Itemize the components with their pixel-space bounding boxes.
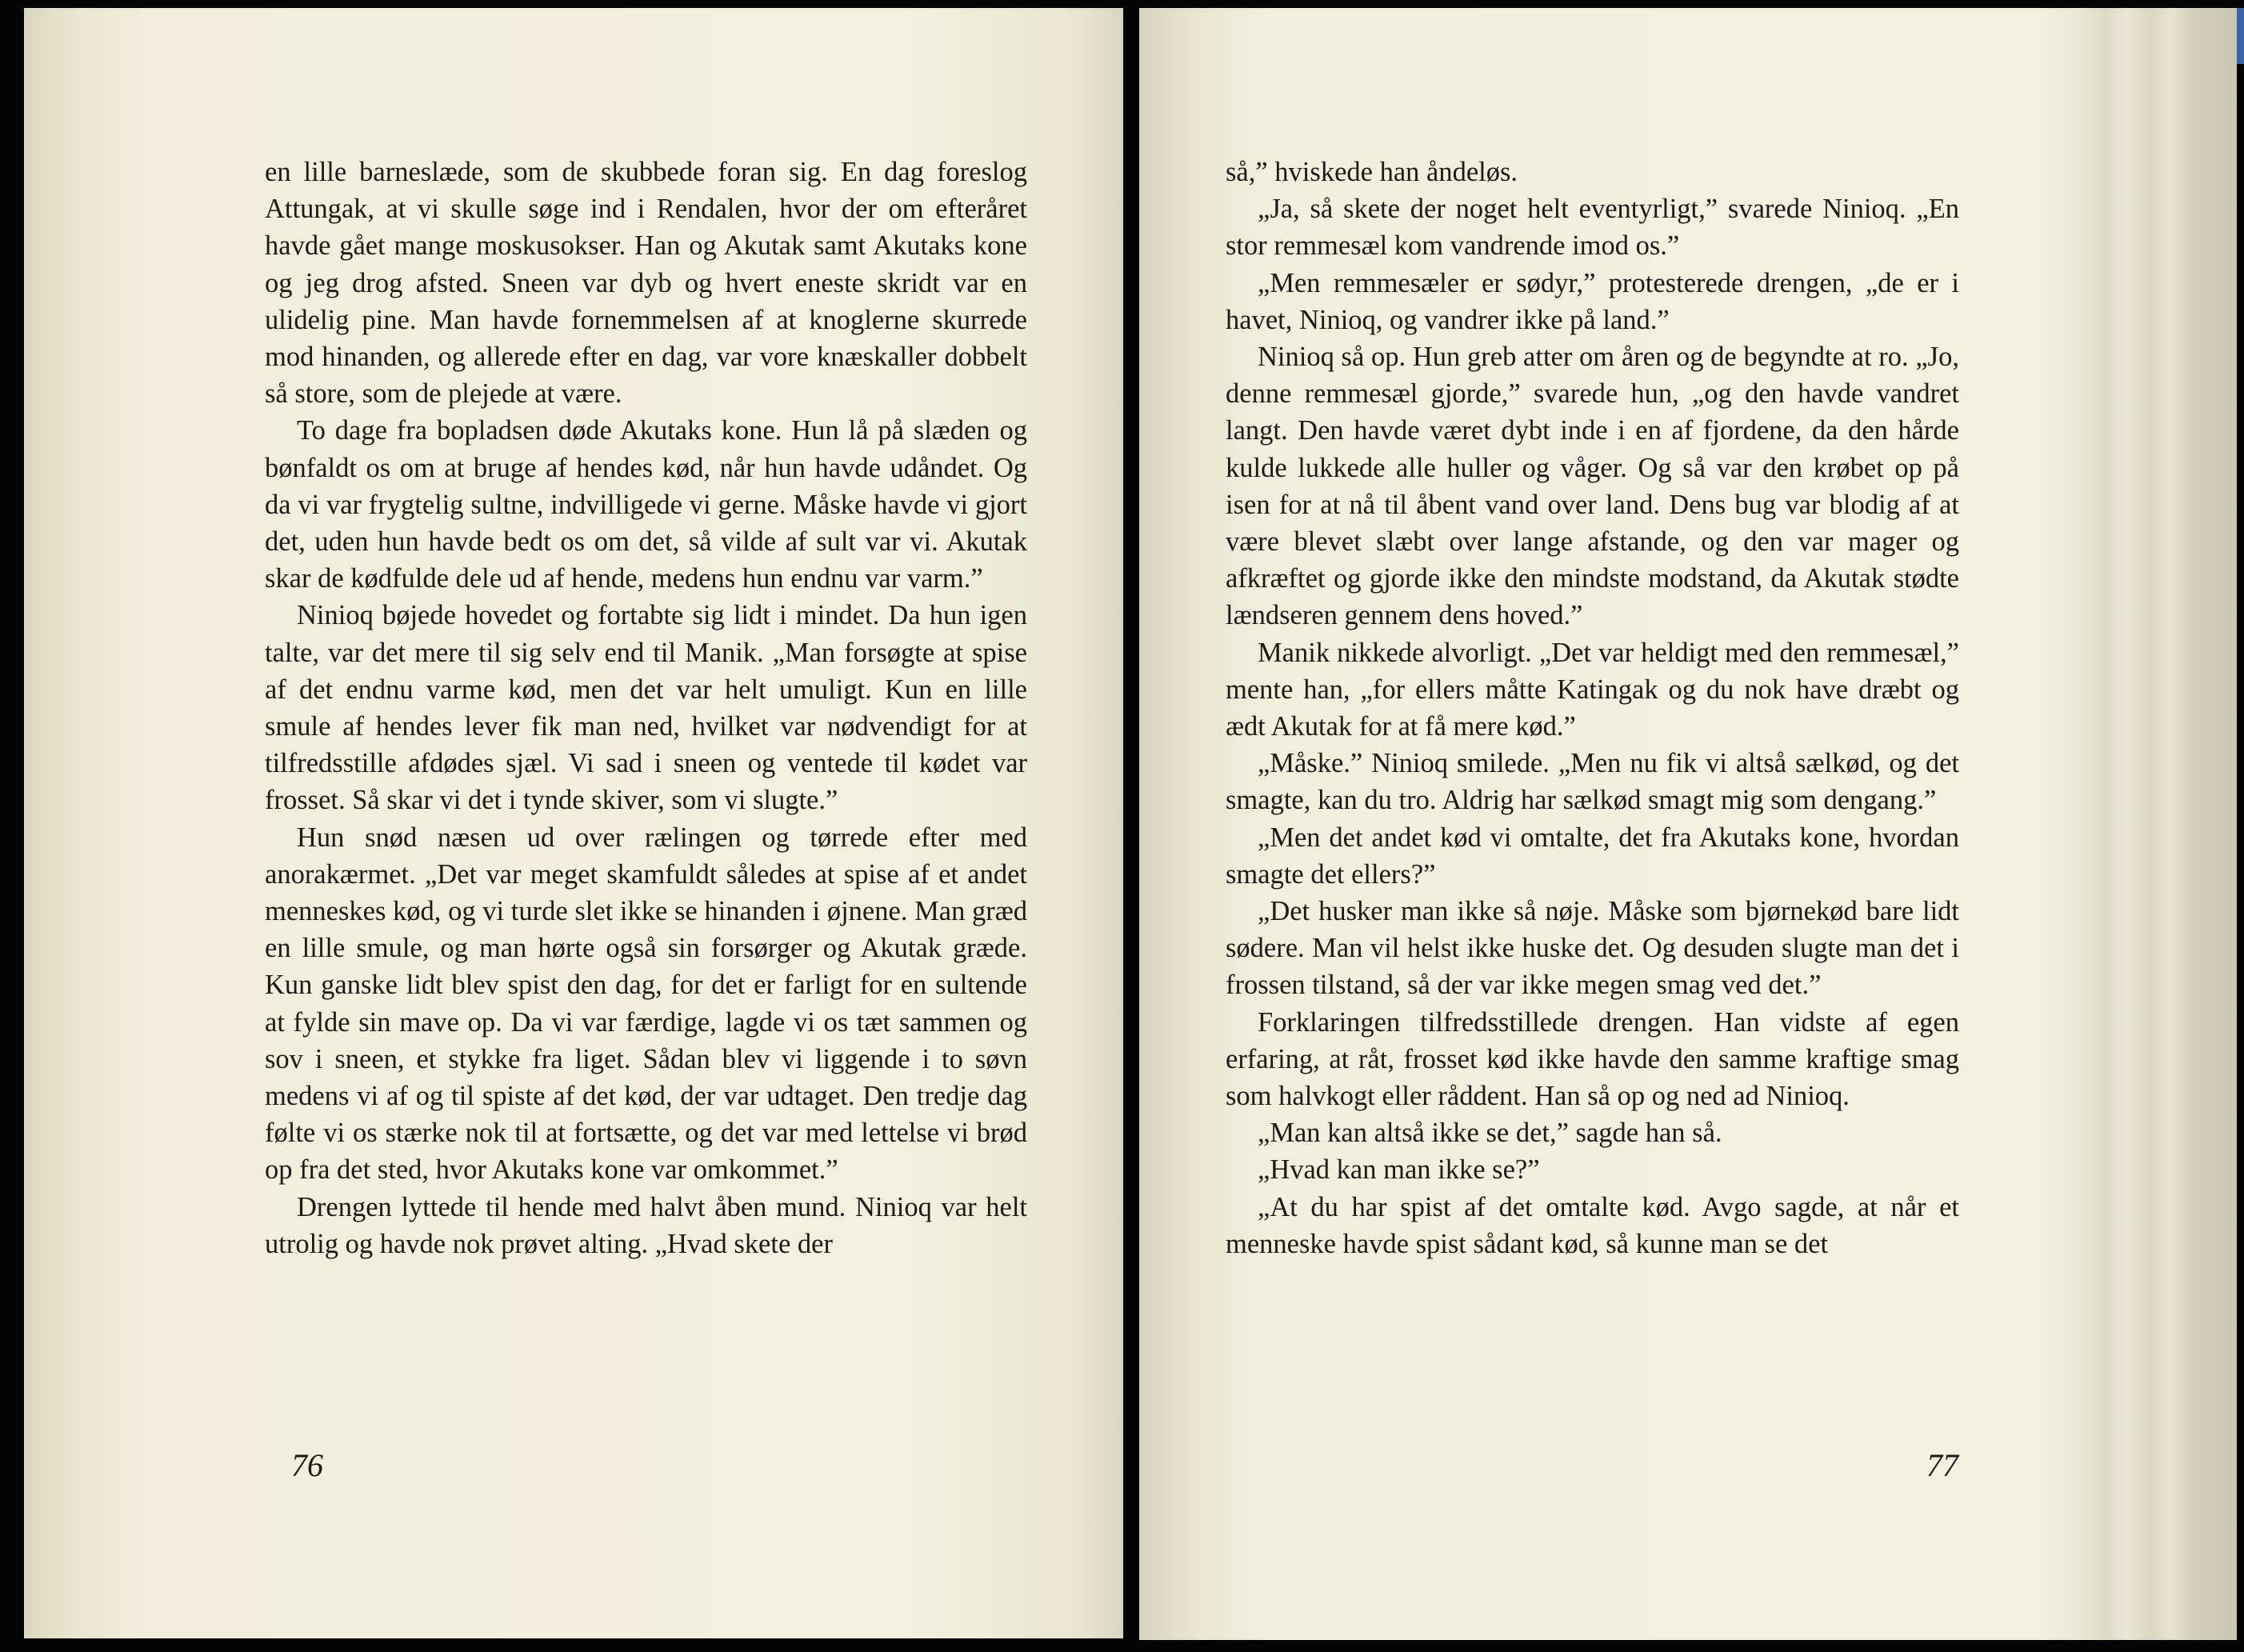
paragraph: Ninioq så op. Hun greb atter om åren og de begyndte at ro. „Jo, denne remmesæl gjorde,” svarede hun, „og den havde vandret langt. Den havde været dybt inde i en af fjordene, da den hårde kulde lukkede alle huller og våger. Og så var den krøbet op på isen for at nå til åbent vand over land. Dens bug var blodig af at være blevet slæbt over lange afstande, og den var mager og afkræftet og gjorde ikke den mindste modstand, da Akutak stødte lændseren gennem dens hoved.”: [1226, 342, 1959, 631]
paragraph: „At du har spist af det omtalte kød. Avgo sagde, at når et menneske havde spist sådant kød, så kunne man se det: [1226, 1191, 1959, 1259]
left-page-text: [265, 154, 1027, 1262]
paragraph: To dage fra bopladsen døde Akutaks kone. Hun lå på slæden og bønfaldt os om at bruge af hendes kød, når hun havde udåndet. Og da vi var frygtelig sultne, indvilligede vi gerne. Måske havde vi gjort det, uden hun havde bedt os om det, så vilde af sult var vi. Akutak skar de kødfulde dele ud af hende, medens hun endnu var varm.”: [265, 415, 1027, 594]
paragraph: „Måske.” Ninioq smilede. „Men nu fik vi altså sælkød, og det smagte, kan du tro. Aldrig har sælkød smagt mig som dengang.”: [1226, 748, 1959, 816]
paragraph: „Men det andet kød vi omtalte, det fra Akutaks kone, hvordan smagte det ellers?”: [1226, 822, 1959, 890]
paragraph: Manik nikkede alvorligt. „Det var heldigt med den remmesæl,” mente han, „for ellers måtte Katingak og du nok have dræbt og ædt Akutak for at få mere kød.”: [1226, 637, 1959, 742]
paragraph: Ninioq bøjede hovedet og fortabte sig lidt i mindet. Da hun igen talte, var det mere til sig selv end til Manik. „Man forsøgte at spise af det endnu varme kød, men det var helt umuligt. Kun en lille smule af hendes lever fik man ned, hvilket var nødvendigt for at tilfredsstille afdødes sjæl. Vi sad i sneen og ventede til kødet var frosset. Så skar vi det i tynde skiver, som vi slugte.”: [265, 600, 1027, 816]
paragraph: Forklaringen tilfredsstillede drengen. Han vidste af egen erfaring, at råt, frosset kød ikke havde den samme kraftige smag som halvkogt eller råddent. Han så op og ned ad Ninioq.: [1226, 1006, 1959, 1112]
right-page-text: [1226, 154, 1959, 1262]
paragraph: en lille barneslæde, som de skubbede foran sig. En dag foreslog Attungak, at vi skulle søge ind i Rendalen, hvor der om efteråret havde gået mange moskusokser. Han og Akutak samt Akutaks kone og jeg drog afsted. Sneen var dyb og hvert eneste skridt var en ulidelig pine. Man havde fornemmelsen af at knoglerne skurrede mod hinanden, og allerede efter en dag, var vore knæskaller dobbelt så store, som de plejede at være.: [265, 157, 1027, 410]
paragraph: „Hvad kan man ikke se?”: [1258, 1154, 1540, 1186]
page-number-right: 77: [1926, 1447, 1958, 1483]
paragraph: „Man kan altså ikke se det,” sagde han så.: [1258, 1118, 1722, 1149]
paragraph: Drengen lyttede til hende med halvt åben mund. Ninioq var helt utrolig og havde nok prøvet alting. „Hvad skete der: [265, 1191, 1027, 1259]
paragraph: „Det husker man ikke så nøje. Måske som bjørnekød bare lidt sødere. Man vil helst ikke huske det. Og desuden slugte man det i frossen tilstand, så der var ikke megen smag ved det.”: [1226, 896, 1959, 1001]
paragraph: Hun snød næsen ud over rælingen og tørrede efter med anorakærmet. „Det var meget skamfuldt således at spise af et andet menneskes kød, og vi turde slet ikke se hinanden i øjnene. Man græd en lille smule, og man hørte også sin forsørger og Akutak græde. Kun ganske lidt blev spist den dag, for det er farligt for en sultende at fylde sin mave op. Da vi var færdige, lagde vi os tæt sammen og sov i sneen, et stykke fra liget. Sådan blev vi liggende i to søvn medens vi af og til spiste af det kød, der var udtaget. Den tredje dag følte vi os stærke nok til at fortsætte, og det var med lettelse vi brød op fra det sted, hvor Akutaks kone var omkommet.”: [265, 822, 1027, 1186]
paragraph: „Ja, så skete der noget helt eventyrligt,” svarede Ninioq. „En stor remmesæl kom vandrende imod os.”: [1226, 194, 1959, 262]
paragraph: så,” hviskede han åndeløs.: [1226, 157, 1518, 187]
page-number-left: 76: [291, 1447, 323, 1483]
paragraph: „Men remmesæler er sødyr,” protesterede drengen, „de er i havet, Ninioq, og vandrer ikke på land.”: [1226, 267, 1959, 335]
